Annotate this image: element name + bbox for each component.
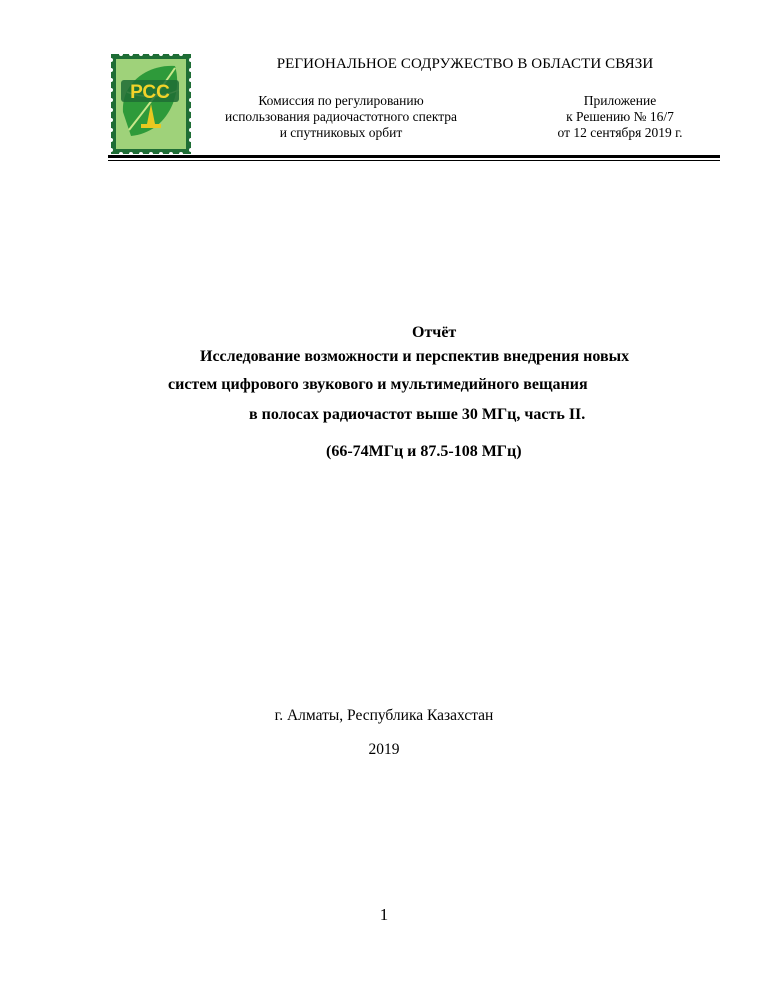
organization-name: РЕГИОНАЛЬНОЕ СОДРУЖЕСТВО В ОБЛАСТИ СВЯЗИ xyxy=(276,56,654,72)
report-bands: (66-74МГц и 87.5-108 МГц) xyxy=(326,443,522,460)
year: 2019 xyxy=(368,741,400,758)
logo-text: РСС xyxy=(130,82,170,103)
page-number: 1 xyxy=(379,905,389,924)
header-divider-thin xyxy=(108,160,720,161)
report-title-line: Исследование возможности и перспектив внедрения новых xyxy=(200,348,630,365)
report-title-line: систем цифрового звукового и мультимедийного вещания xyxy=(168,376,588,393)
annex-block xyxy=(520,93,720,141)
commission-block xyxy=(205,93,477,141)
commission-line: и спутниковых орбит xyxy=(279,125,403,140)
annex-line: к Решению № 16/7 xyxy=(566,109,674,124)
annex-line: Приложение xyxy=(583,93,657,108)
commission-line: использования радиочастотного спектра xyxy=(224,109,458,124)
header-divider-thick xyxy=(108,155,720,158)
report-title-line: в полосах радиочастот выше 30 МГц, часть II. xyxy=(249,406,586,423)
commission-line: Комиссия по регулированию xyxy=(258,93,424,108)
report-label: Отчёт xyxy=(412,324,457,341)
rcc-logo xyxy=(109,52,193,156)
annex-line: от 12 сентября 2019 г. xyxy=(557,125,683,140)
place: г. Алматы, Республика Казахстан xyxy=(274,707,494,724)
